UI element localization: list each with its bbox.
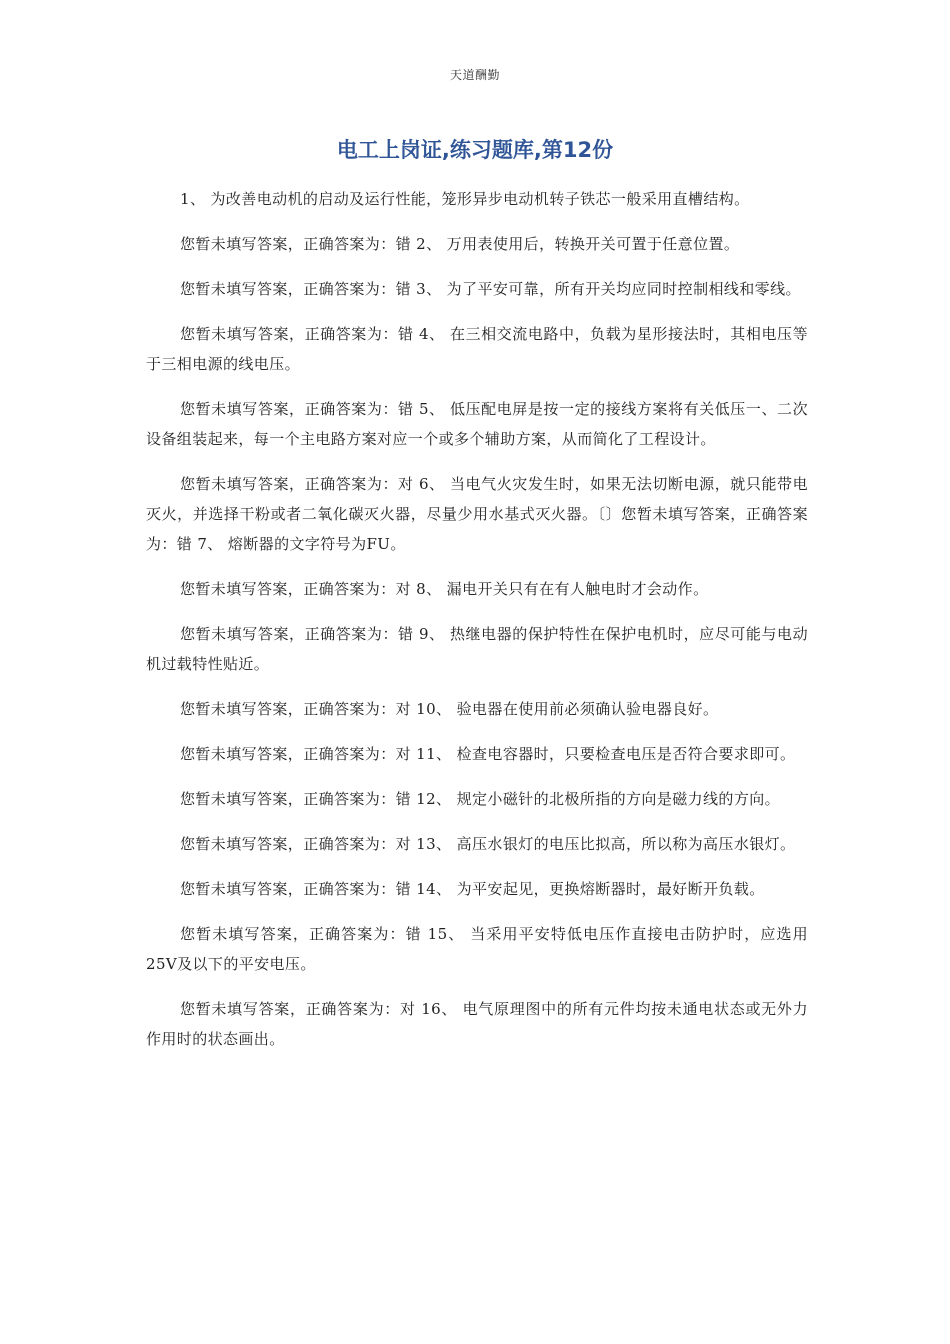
question-paragraph: 1、 为改善电动机的启动及运行性能，笼形异步电动机转子铁芯一般采用直槽结构。: [180, 190, 750, 208]
question-paragraph: 您暂未填写答案，正确答案为：错 9、 热继电器的保护特性在保护电机时，应尽可能与电动机过载特性贴近。: [146, 625, 808, 673]
question-paragraph: 您暂未填写答案，正确答案为：对 8、 漏电开关只有在有人触电时才会动作。: [180, 580, 709, 598]
page-header: 天道酬勤: [449, 68, 500, 82]
question-paragraph: 您暂未填写答案，正确答案为：错 14、 为平安起见，更换熔断器时，最好断开负载。: [180, 880, 765, 898]
question-paragraph: 您暂未填写答案，正确答案为：错 2、 万用表使用后，转换开关可置于任意位置。: [180, 235, 740, 253]
document-body: [146, 184, 808, 1069]
question-paragraph: 您暂未填写答案，正确答案为：错 15、 当采用平安特低电压作直接电击防护时，应选用25V及以下的平安电压。: [146, 925, 808, 973]
question-paragraph: 您暂未填写答案，正确答案为：对 6、 当电气火灾发生时，如果无法切断电源，就只能带电灭火，并选择干粉或者二氧化碳灭火器，尽量少用水基式灭火器。〔〕您暂未填写答案，正确答案为：错 7、 熔断器的文字符号为FU。: [146, 475, 808, 553]
question-paragraph: 您暂未填写答案，正确答案为：对 13、 高压水银灯的电压比拟高，所以称为高压水银灯。: [180, 835, 796, 853]
question-paragraph: 您暂未填写答案，正确答案为：错 4、 在三相交流电路中，负载为星形接法时，其相电压等于三相电源的线电压。: [146, 325, 808, 373]
question-paragraph: 您暂未填写答案，正确答案为：对 16、 电气原理图中的所有元件均按未通电状态或无外力作用时的状态画出。: [146, 1000, 808, 1048]
question-paragraph: 您暂未填写答案，正确答案为：对 10、 验电器在使用前必须确认验电器良好。: [180, 700, 719, 718]
question-paragraph: 您暂未填写答案，正确答案为：错 3、 为了平安可靠，所有开关均应同时控制相线和零线。: [180, 280, 801, 298]
question-paragraph: 您暂未填写答案，正确答案为：错 5、 低压配电屏是按一定的接线方案将有关低压一、二次设备组装起来，每一个主电路方案对应一个或多个辅助方案，从而简化了工程设计。: [146, 400, 808, 448]
question-paragraph: 您暂未填写答案，正确答案为：错 12、 规定小磁针的北极所指的方向是磁力线的方向。: [180, 790, 781, 808]
document-title: 电工上岗证,练习题库,第12份: [336, 138, 614, 162]
question-paragraph: 您暂未填写答案，正确答案为：对 11、 检查电容器时，只要检查电压是否符合要求即可。: [180, 745, 796, 763]
